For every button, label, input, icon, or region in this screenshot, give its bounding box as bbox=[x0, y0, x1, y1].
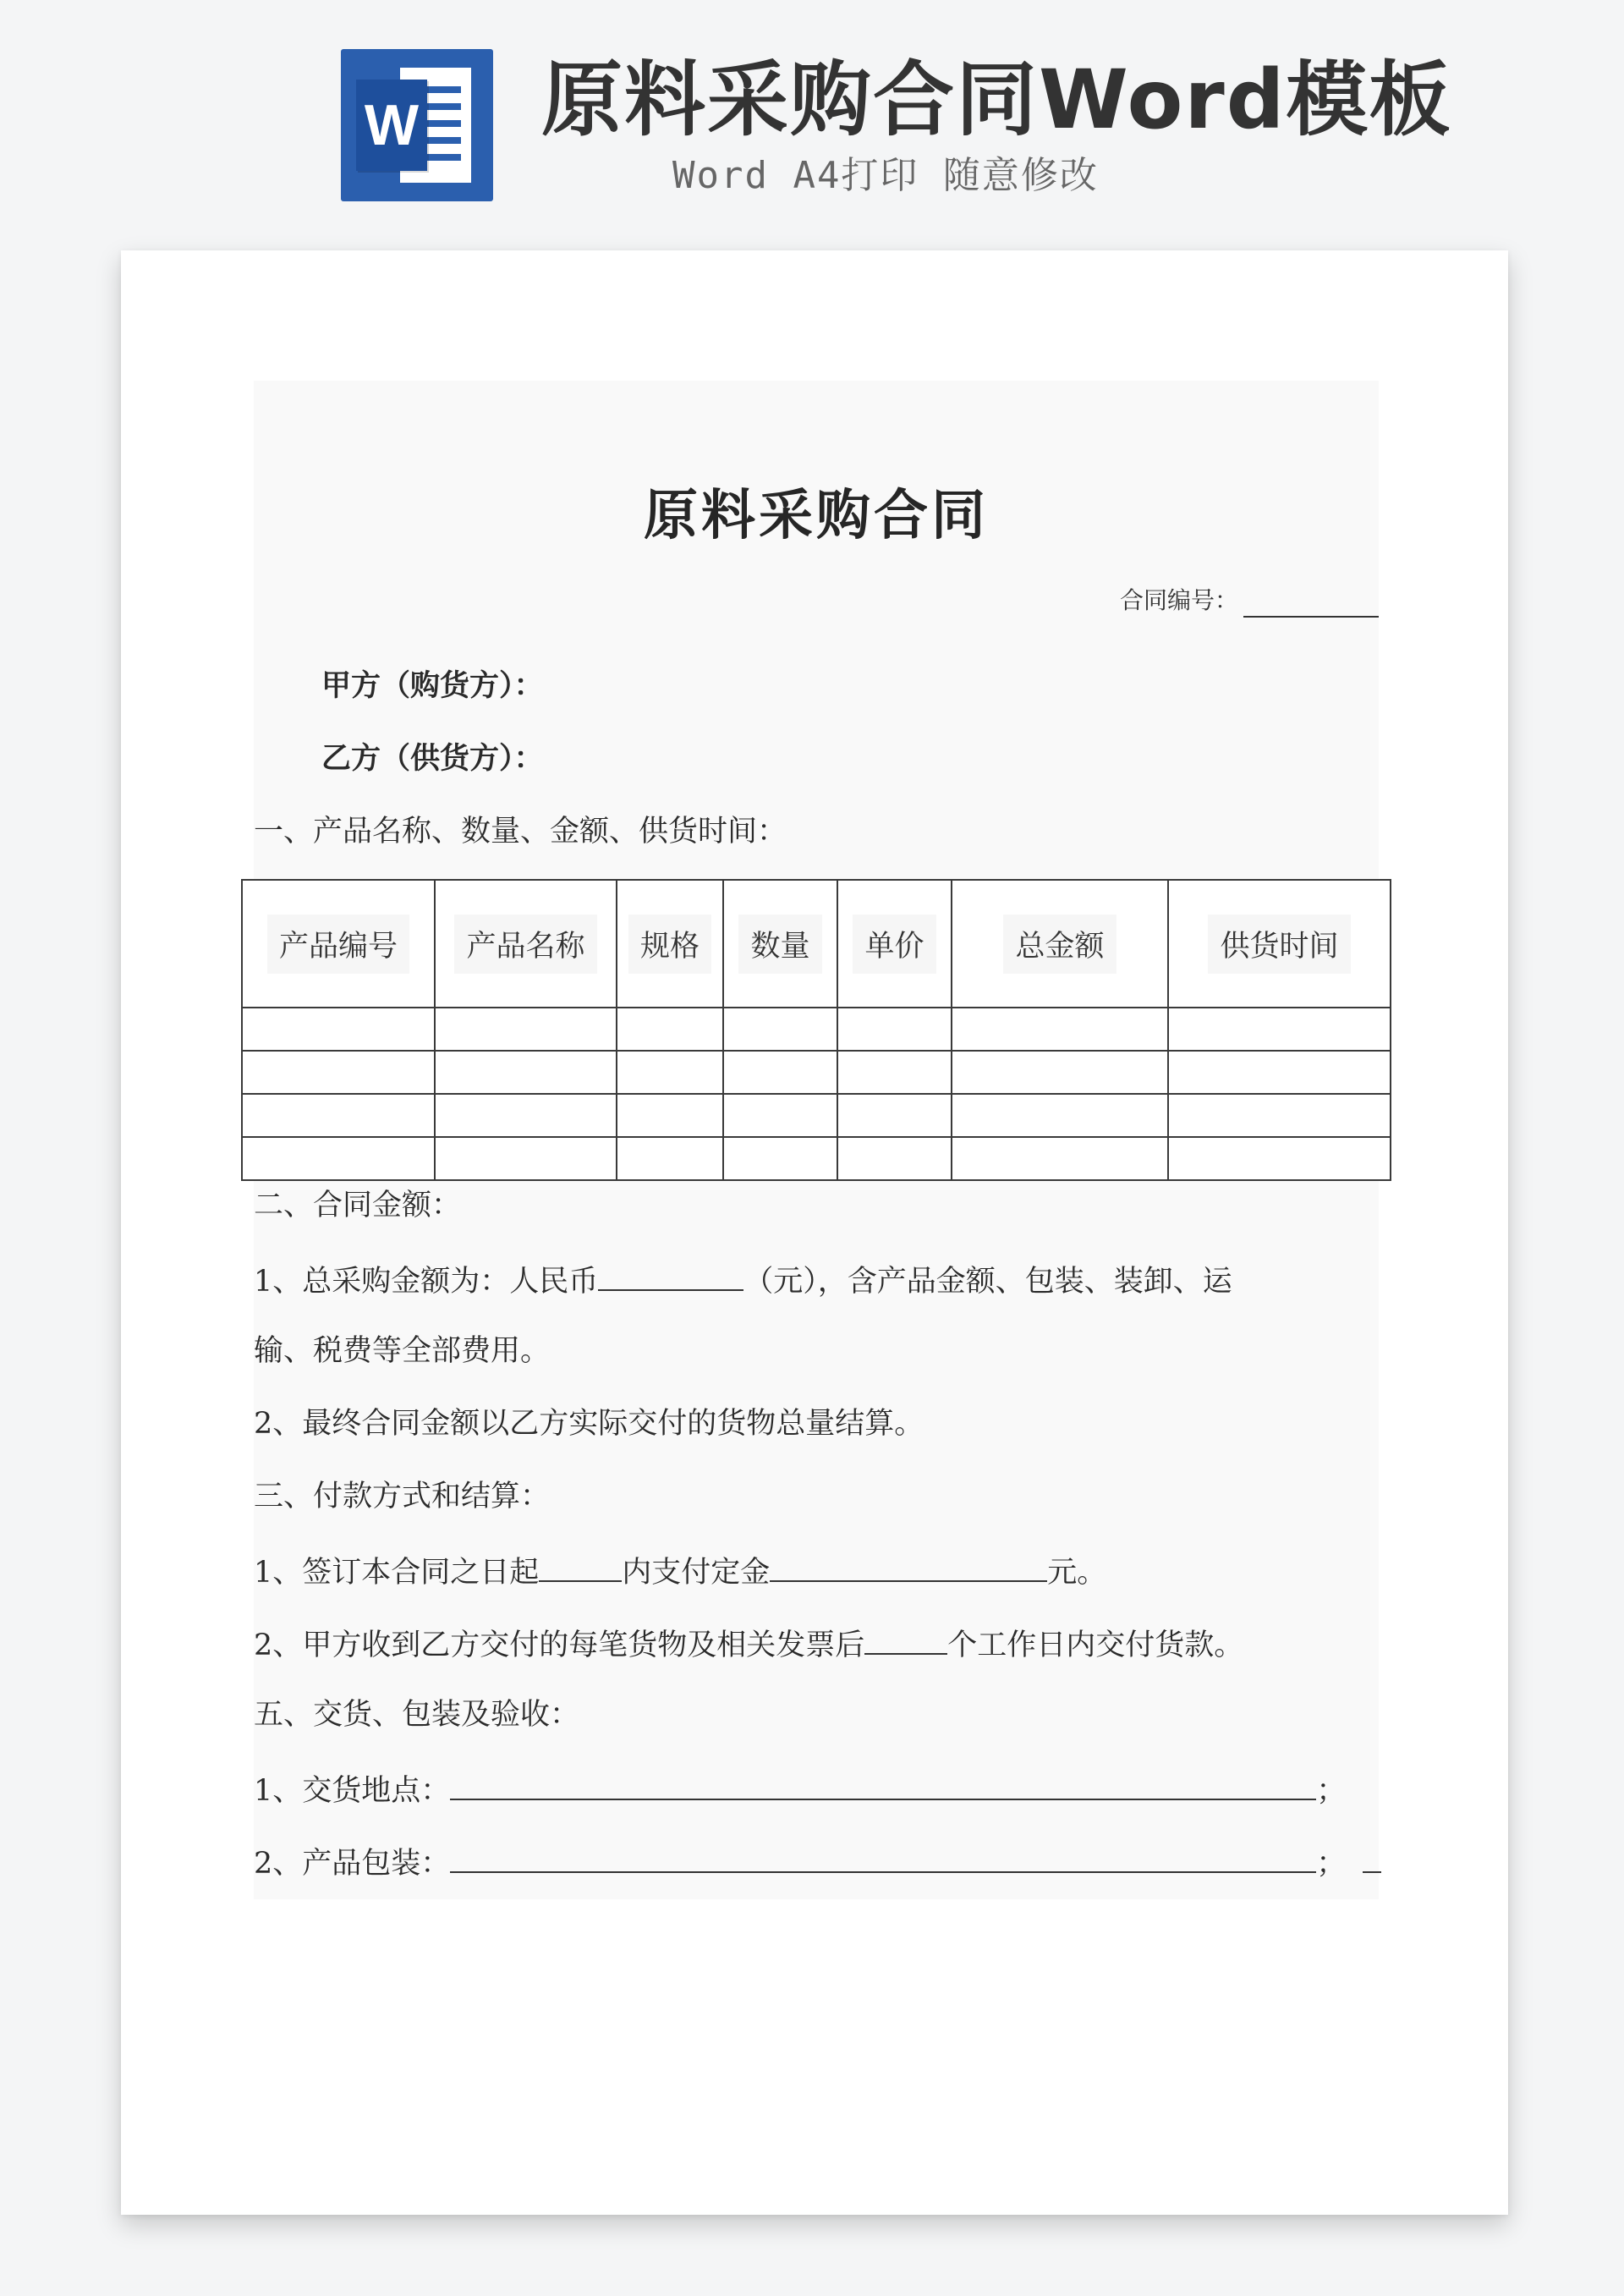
banner-title: 原料采购合同Word模板 bbox=[541, 52, 1452, 147]
table-cell[interactable] bbox=[435, 1094, 617, 1137]
section-5-item-1 bbox=[254, 1766, 1346, 1812]
table-cell[interactable] bbox=[952, 1051, 1168, 1094]
deposit-days-blank[interactable] bbox=[539, 1548, 622, 1582]
table-header-row bbox=[242, 880, 1391, 1008]
table-cell[interactable] bbox=[617, 1008, 723, 1051]
table-row bbox=[242, 1137, 1391, 1180]
s5-item2-end: ； bbox=[1316, 1847, 1347, 1881]
table-header: 产品名称 bbox=[435, 880, 617, 1008]
section-2-item-1 bbox=[254, 1257, 1232, 1303]
section-3-item-1 bbox=[254, 1548, 1106, 1594]
table-cell[interactable] bbox=[952, 1094, 1168, 1137]
table-row bbox=[242, 1051, 1391, 1094]
section-2-item-1-cont: 输、税费等全部费用。 bbox=[254, 1334, 551, 1368]
section-2-heading: 二、合同金额： bbox=[254, 1189, 462, 1222]
section-3-heading: 三、付款方式和结算： bbox=[254, 1480, 551, 1513]
payment-days-blank[interactable] bbox=[864, 1621, 947, 1655]
word-logo-icon bbox=[341, 49, 493, 201]
table-cell[interactable] bbox=[617, 1137, 723, 1180]
table-cell[interactable] bbox=[952, 1137, 1168, 1180]
table-cell[interactable] bbox=[723, 1137, 837, 1180]
s3-item1-prefix: 1、签订本合同之日起 bbox=[254, 1556, 540, 1590]
table-cell[interactable] bbox=[435, 1137, 617, 1180]
document-page bbox=[121, 250, 1508, 2215]
section-5-heading: 五、交货、包装及验收： bbox=[254, 1698, 580, 1732]
template-banner bbox=[0, 0, 1624, 228]
s2-item1-prefix: 1、总采购金额为：人民币 bbox=[254, 1265, 599, 1299]
contract-number-label: 合同编号： bbox=[1119, 586, 1238, 614]
table-cell[interactable] bbox=[242, 1094, 435, 1137]
table-cell[interactable] bbox=[837, 1094, 952, 1137]
table-cell[interactable] bbox=[1168, 1094, 1391, 1137]
table-header: 供货时间 bbox=[1168, 880, 1391, 1008]
table-cell[interactable] bbox=[723, 1008, 837, 1051]
table-cell[interactable] bbox=[242, 1051, 435, 1094]
table-cell[interactable] bbox=[837, 1137, 952, 1180]
total-amount-blank[interactable] bbox=[598, 1257, 743, 1291]
document-title: 原料采购合同 bbox=[644, 484, 989, 547]
table-cell[interactable] bbox=[242, 1137, 435, 1180]
table-row bbox=[242, 1094, 1391, 1137]
section-1-heading: 一、产品名称、数量、金额、供货时间： bbox=[254, 815, 787, 849]
s2-item1-suffix: （元），含产品金额、包装、装卸、运 bbox=[743, 1265, 1232, 1299]
table-cell[interactable] bbox=[1168, 1051, 1391, 1094]
table-cell[interactable] bbox=[617, 1051, 723, 1094]
contract-number bbox=[1120, 584, 1379, 618]
w-plate bbox=[356, 80, 427, 171]
section-2-item-2: 2、最终合同金额以乙方实际交付的货物总量结算。 bbox=[254, 1407, 924, 1441]
logo-letter: W bbox=[364, 93, 420, 157]
delivery-location-blank[interactable] bbox=[450, 1766, 1316, 1800]
table-cell[interactable] bbox=[952, 1008, 1168, 1051]
table-header: 总金额 bbox=[952, 880, 1168, 1008]
table-cell[interactable] bbox=[242, 1008, 435, 1051]
section-3-item-2 bbox=[254, 1621, 1243, 1667]
contract-number-blank[interactable] bbox=[1243, 594, 1379, 618]
s5-item2-label: 2、产品包装： bbox=[254, 1847, 451, 1881]
party-a-label: 甲方（购货方）： bbox=[321, 668, 544, 703]
table-cell[interactable] bbox=[1168, 1008, 1391, 1051]
table-header: 单价 bbox=[837, 880, 952, 1008]
s3-item2-suffix: 个工作日内交付货款。 bbox=[947, 1629, 1244, 1662]
table-cell[interactable] bbox=[837, 1008, 952, 1051]
table-cell[interactable] bbox=[837, 1051, 952, 1094]
table-cell[interactable] bbox=[617, 1094, 723, 1137]
table-cell[interactable] bbox=[435, 1008, 617, 1051]
table-cell[interactable] bbox=[435, 1051, 617, 1094]
section-5-item-2 bbox=[254, 1839, 1381, 1885]
s5-item1-label: 1、交货地点： bbox=[254, 1774, 451, 1808]
s3-item1-mid: 内支付定金 bbox=[622, 1556, 771, 1590]
deposit-amount-blank[interactable] bbox=[770, 1548, 1047, 1582]
packaging-continuation-blank[interactable] bbox=[1363, 1839, 1381, 1873]
table-row bbox=[242, 1008, 1391, 1051]
s5-item1-end: ； bbox=[1316, 1774, 1347, 1808]
goods-table bbox=[241, 879, 1391, 1181]
table-header: 产品编号 bbox=[242, 880, 435, 1008]
packaging-blank[interactable] bbox=[450, 1839, 1316, 1873]
banner-subtitle: Word A4打印 随意修改 bbox=[672, 154, 1099, 197]
s3-item1-suffix: 元。 bbox=[1047, 1556, 1107, 1590]
table-header: 数量 bbox=[723, 880, 837, 1008]
s3-item2-prefix: 2、甲方收到乙方交付的每笔货物及相关发票后 bbox=[254, 1629, 865, 1662]
party-b-label: 乙方（供货方）： bbox=[321, 741, 544, 776]
table-cell[interactable] bbox=[1168, 1137, 1391, 1180]
table-cell[interactable] bbox=[723, 1094, 837, 1137]
table-header: 规格 bbox=[617, 880, 723, 1008]
table-cell[interactable] bbox=[723, 1051, 837, 1094]
page-content bbox=[254, 381, 1379, 1899]
